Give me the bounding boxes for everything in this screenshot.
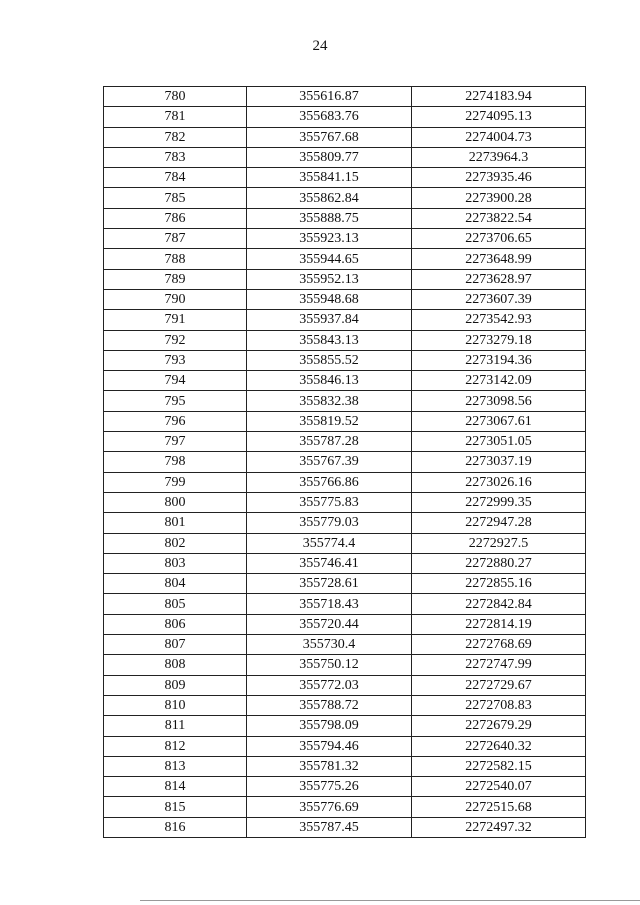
point-number-cell: 815 (104, 797, 247, 817)
point-number-cell: 808 (104, 655, 247, 675)
y-coordinate-cell: 2272927.5 (412, 533, 586, 553)
y-coordinate-cell: 2272540.07 (412, 777, 586, 797)
x-coordinate-cell: 355798.09 (247, 716, 412, 736)
x-coordinate-cell: 355775.83 (247, 492, 412, 512)
x-coordinate-cell: 355718.43 (247, 594, 412, 614)
x-coordinate-cell: 355888.75 (247, 208, 412, 228)
y-coordinate-cell: 2273900.28 (412, 188, 586, 208)
y-coordinate-cell: 2272515.68 (412, 797, 586, 817)
x-coordinate-cell: 355841.15 (247, 168, 412, 188)
y-coordinate-cell: 2273194.36 (412, 350, 586, 370)
x-coordinate-cell: 355855.52 (247, 350, 412, 370)
y-coordinate-cell: 2273142.09 (412, 371, 586, 391)
point-number-cell: 794 (104, 371, 247, 391)
point-number-cell: 799 (104, 472, 247, 492)
x-coordinate-cell: 355843.13 (247, 330, 412, 350)
coordinates-table-body (104, 87, 586, 838)
y-coordinate-cell: 2273067.61 (412, 411, 586, 431)
point-number-cell: 811 (104, 716, 247, 736)
y-coordinate-cell: 2272947.28 (412, 513, 586, 533)
x-coordinate-cell: 355832.38 (247, 391, 412, 411)
point-number-cell: 798 (104, 452, 247, 472)
x-coordinate-cell: 355781.32 (247, 756, 412, 776)
x-coordinate-cell: 355775.26 (247, 777, 412, 797)
point-number-cell: 801 (104, 513, 247, 533)
table-row (104, 614, 586, 634)
point-number-cell: 806 (104, 614, 247, 634)
table-row (104, 655, 586, 675)
table-row (104, 492, 586, 512)
y-coordinate-cell: 2272814.19 (412, 614, 586, 634)
y-coordinate-cell: 2274095.13 (412, 107, 586, 127)
table-row (104, 452, 586, 472)
y-coordinate-cell: 2272729.67 (412, 675, 586, 695)
point-number-cell: 787 (104, 229, 247, 249)
x-coordinate-cell: 355952.13 (247, 269, 412, 289)
x-coordinate-cell: 355819.52 (247, 411, 412, 431)
table-row (104, 594, 586, 614)
point-number-cell: 793 (104, 350, 247, 370)
x-coordinate-cell: 355683.76 (247, 107, 412, 127)
y-coordinate-cell: 2273037.19 (412, 452, 586, 472)
table-row (104, 736, 586, 756)
x-coordinate-cell: 355767.39 (247, 452, 412, 472)
point-number-cell: 783 (104, 147, 247, 167)
point-number-cell: 807 (104, 635, 247, 655)
y-coordinate-cell: 2272880.27 (412, 553, 586, 573)
table-row (104, 472, 586, 492)
x-coordinate-cell: 355730.4 (247, 635, 412, 655)
x-coordinate-cell: 355750.12 (247, 655, 412, 675)
x-coordinate-cell: 355774.4 (247, 533, 412, 553)
table-row (104, 716, 586, 736)
table-row (104, 350, 586, 370)
point-number-cell: 780 (104, 87, 247, 107)
y-coordinate-cell: 2273648.99 (412, 249, 586, 269)
point-number-cell: 805 (104, 594, 247, 614)
x-coordinate-cell: 355616.87 (247, 87, 412, 107)
x-coordinate-cell: 355746.41 (247, 553, 412, 573)
x-coordinate-cell: 355766.86 (247, 472, 412, 492)
x-coordinate-cell: 355720.44 (247, 614, 412, 634)
point-number-cell: 812 (104, 736, 247, 756)
y-coordinate-cell: 2273098.56 (412, 391, 586, 411)
y-coordinate-cell: 2273822.54 (412, 208, 586, 228)
table-row (104, 289, 586, 309)
page-number: 24 (312, 38, 328, 54)
y-coordinate-cell: 2274183.94 (412, 87, 586, 107)
x-coordinate-cell: 355923.13 (247, 229, 412, 249)
table-row (104, 249, 586, 269)
y-coordinate-cell: 2273051.05 (412, 432, 586, 452)
y-coordinate-cell: 2273279.18 (412, 330, 586, 350)
y-coordinate-cell: 2272582.15 (412, 756, 586, 776)
point-number-cell: 802 (104, 533, 247, 553)
y-coordinate-cell: 2272768.69 (412, 635, 586, 655)
x-coordinate-cell: 355776.69 (247, 797, 412, 817)
table-row (104, 695, 586, 715)
point-number-cell: 804 (104, 574, 247, 594)
y-coordinate-cell: 2273706.65 (412, 229, 586, 249)
x-coordinate-cell: 355948.68 (247, 289, 412, 309)
y-coordinate-cell: 2273607.39 (412, 289, 586, 309)
table-row (104, 533, 586, 553)
x-coordinate-cell: 355846.13 (247, 371, 412, 391)
point-number-cell: 796 (104, 411, 247, 431)
point-number-cell: 789 (104, 269, 247, 289)
x-coordinate-cell: 355779.03 (247, 513, 412, 533)
x-coordinate-cell: 355862.84 (247, 188, 412, 208)
table-row (104, 168, 586, 188)
table-row (104, 411, 586, 431)
coordinates-table (103, 86, 586, 838)
table-row (104, 432, 586, 452)
point-number-cell: 790 (104, 289, 247, 309)
x-coordinate-cell: 355772.03 (247, 675, 412, 695)
y-coordinate-cell: 2273964.3 (412, 147, 586, 167)
x-coordinate-cell: 355794.46 (247, 736, 412, 756)
y-coordinate-cell: 2273542.93 (412, 310, 586, 330)
y-coordinate-cell: 2274004.73 (412, 127, 586, 147)
y-coordinate-cell: 2272708.83 (412, 695, 586, 715)
table-row (104, 229, 586, 249)
table-row (104, 127, 586, 147)
point-number-cell: 795 (104, 391, 247, 411)
y-coordinate-cell: 2273628.97 (412, 269, 586, 289)
point-number-cell: 788 (104, 249, 247, 269)
point-number-cell: 809 (104, 675, 247, 695)
table-row (104, 310, 586, 330)
point-number-cell: 781 (104, 107, 247, 127)
y-coordinate-cell: 2272497.32 (412, 817, 586, 837)
table-row (104, 391, 586, 411)
x-coordinate-cell: 355787.45 (247, 817, 412, 837)
table-row (104, 330, 586, 350)
x-coordinate-cell: 355944.65 (247, 249, 412, 269)
table-row (104, 188, 586, 208)
x-coordinate-cell: 355767.68 (247, 127, 412, 147)
point-number-cell: 791 (104, 310, 247, 330)
table-row (104, 777, 586, 797)
point-number-cell: 792 (104, 330, 247, 350)
y-coordinate-cell: 2272747.99 (412, 655, 586, 675)
point-number-cell: 813 (104, 756, 247, 776)
x-coordinate-cell: 355728.61 (247, 574, 412, 594)
table-row (104, 269, 586, 289)
point-number-cell: 816 (104, 817, 247, 837)
point-number-cell: 810 (104, 695, 247, 715)
x-coordinate-cell: 355788.72 (247, 695, 412, 715)
y-coordinate-cell: 2272842.84 (412, 594, 586, 614)
y-coordinate-cell: 2272679.29 (412, 716, 586, 736)
table-row (104, 107, 586, 127)
y-coordinate-cell: 2272640.32 (412, 736, 586, 756)
table-row (104, 208, 586, 228)
table-row (104, 675, 586, 695)
table-row (104, 574, 586, 594)
point-number-cell: 782 (104, 127, 247, 147)
table-row (104, 513, 586, 533)
point-number-cell: 800 (104, 492, 247, 512)
point-number-cell: 784 (104, 168, 247, 188)
y-coordinate-cell: 2273935.46 (412, 168, 586, 188)
point-number-cell: 814 (104, 777, 247, 797)
y-coordinate-cell: 2272855.16 (412, 574, 586, 594)
y-coordinate-cell: 2273026.16 (412, 472, 586, 492)
x-coordinate-cell: 355787.28 (247, 432, 412, 452)
point-number-cell: 797 (104, 432, 247, 452)
table-row (104, 553, 586, 573)
point-number-cell: 785 (104, 188, 247, 208)
x-coordinate-cell: 355937.84 (247, 310, 412, 330)
bottom-divider (140, 900, 640, 901)
table-row (104, 635, 586, 655)
table-row (104, 371, 586, 391)
x-coordinate-cell: 355809.77 (247, 147, 412, 167)
table-row (104, 756, 586, 776)
table-row (104, 817, 586, 837)
point-number-cell: 803 (104, 553, 247, 573)
table-row (104, 87, 586, 107)
y-coordinate-cell: 2272999.35 (412, 492, 586, 512)
point-number-cell: 786 (104, 208, 247, 228)
table-row (104, 147, 586, 167)
table-row (104, 797, 586, 817)
